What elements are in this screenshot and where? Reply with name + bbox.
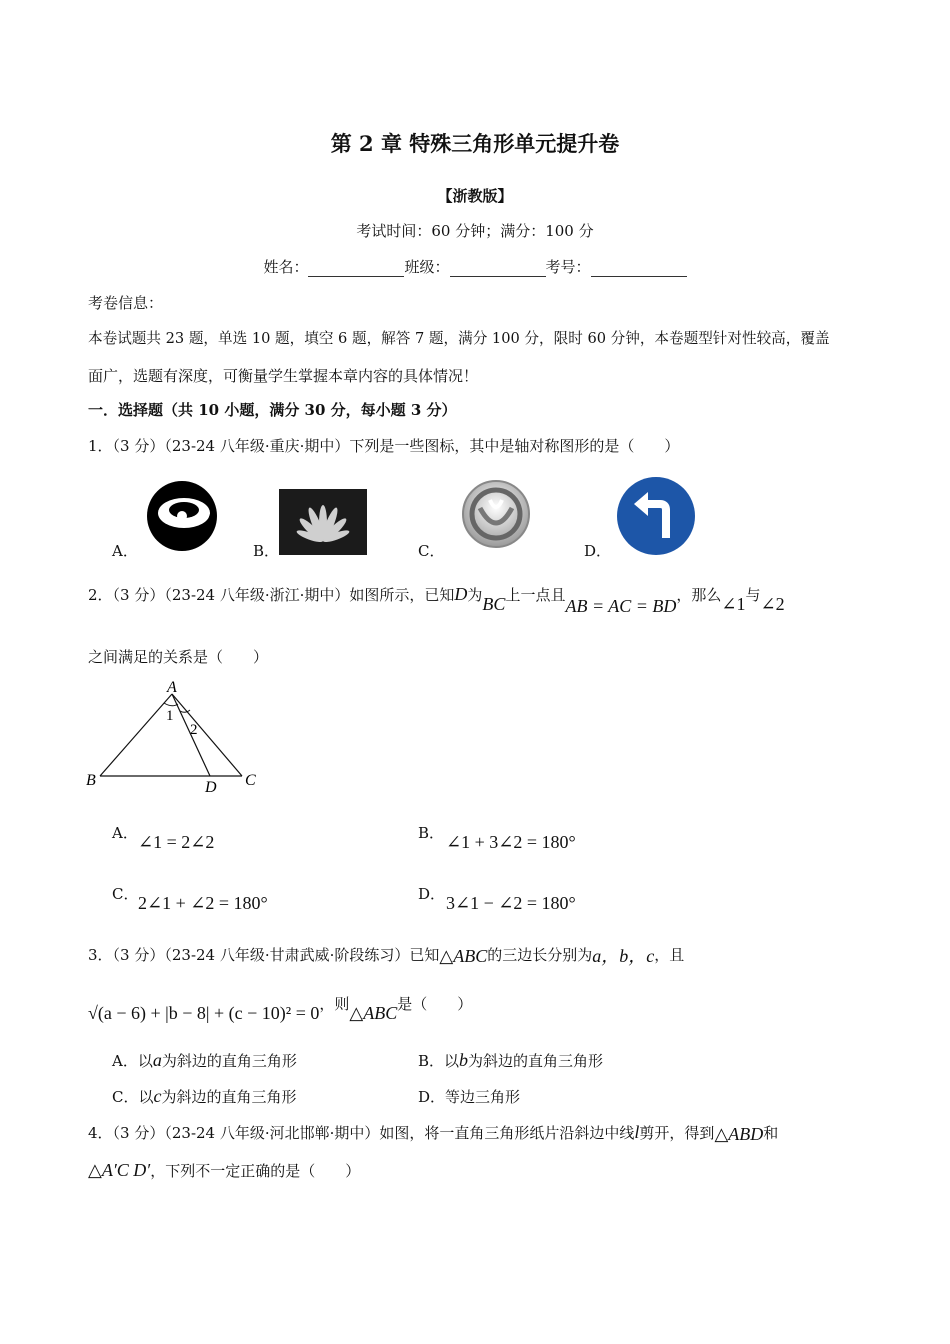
q2-stem-line2: 之间满足的关系是（ ） [88, 648, 269, 666]
q3-triangle: △ABC [439, 946, 488, 966]
q3-condition: √(a − 6) + |b − 8| + (c − 10)² = 0 [88, 1003, 320, 1023]
q4-line-l: l [634, 1122, 640, 1142]
q2-angle2: ∠2 [760, 594, 785, 614]
q4-mid: 剪开，得到 [639, 1124, 715, 1142]
huawei-logo-icon[interactable] [279, 489, 367, 555]
q2-stem [88, 584, 785, 616]
q2-equation: AB = AC = BD [565, 596, 677, 616]
q3-shi: 是（ ） [397, 995, 473, 1013]
q4-stem [88, 1122, 778, 1143]
q3-stem-pre: 3．（3 分）（23-24 八年级·甘肃武威·阶段练习）已知 [88, 946, 440, 964]
q3-stem [88, 940, 684, 966]
q3-option-c[interactable] [112, 1086, 297, 1107]
q2-wei: 为 [467, 586, 483, 604]
q3-option-a-var: a [152, 1050, 162, 1070]
q3-option-d-label: D． [418, 1088, 446, 1106]
q3-triangle2: △ABC [349, 1003, 398, 1023]
name-field[interactable] [308, 262, 404, 277]
q3-option-a-label: A． [112, 1052, 138, 1070]
left-turn-sign-icon[interactable] [616, 476, 696, 556]
notice-heading: 考卷信息： [88, 294, 164, 312]
q3-option-a-pre: 以 [137, 1052, 153, 1070]
notice-line1: 本卷试题共 23 题，单选 10 题，填空 6 题，解答 7 题，满分 100 分，限时 60 分钟，本卷题型针对性较高，覆盖 [88, 330, 830, 347]
q2-na: ，那么 [676, 586, 722, 604]
q1-label-c: C． [418, 542, 445, 560]
q3-qie: ，且 [654, 946, 685, 964]
q3-condition-line [88, 993, 473, 1023]
exam-info: 考试时间：60 分钟；满分：100 分 [356, 222, 594, 240]
q3-option-b-post: 为斜边的直角三角形 [468, 1052, 604, 1070]
name-label: 姓名： [263, 258, 309, 276]
q2-var-bc: BC [482, 594, 506, 614]
q4-end: ，下列不一定正确的是（ ） [150, 1162, 361, 1180]
q2-option-b[interactable]: ∠1 + 3∠2 = 180° [446, 832, 576, 852]
fig-label-d: D [205, 779, 217, 796]
q3-option-a[interactable] [112, 1050, 297, 1071]
number-field[interactable] [591, 262, 687, 277]
q3-sides: a，b，c [592, 946, 655, 966]
q3-mid: 的三边长分别为 [487, 946, 593, 964]
q2-option-d-label[interactable]: D． [418, 885, 446, 903]
notice-line2: 面广，选题有深度，可衡量学生掌握本章内容的具体情况！ [88, 367, 479, 385]
q2-option-d[interactable]: 3∠1 − ∠2 = 180° [446, 893, 576, 913]
number-label: 考号： [545, 258, 591, 276]
q1-label-d: D． [584, 542, 612, 560]
q3-option-b[interactable] [418, 1050, 603, 1071]
q2-angle1: ∠1 [721, 594, 746, 614]
q4-triangle1: △ABD [714, 1124, 764, 1144]
q3-option-d[interactable] [418, 1086, 520, 1107]
q3-option-b-label: B． [418, 1052, 445, 1070]
fig-label-b: B [86, 772, 96, 789]
q2-option-a-label[interactable]: A． [112, 824, 138, 842]
fig-label-c: C [245, 772, 256, 789]
page-title: 第 2 章 特殊三角形单元提升卷 [330, 131, 620, 156]
q3-option-a-post: 为斜边的直角三角形 [161, 1052, 297, 1070]
q3-option-c-post: 为斜边的直角三角形 [161, 1088, 297, 1106]
q2-option-c-label[interactable]: C． [112, 885, 139, 903]
dongfeng-logo-icon[interactable] [460, 478, 532, 550]
q2-yu: 与 [745, 586, 761, 604]
q2-option-a[interactable]: ∠1 = 2∠2 [138, 832, 215, 852]
q1-label-b: B． [253, 542, 280, 560]
q3-option-c-var: c [153, 1086, 162, 1106]
section-heading: 一．选择题（共 10 小题，满分 30 分，每小题 3 分） [88, 401, 457, 419]
class-label: 班级： [404, 258, 450, 276]
q3-option-b-var: b [459, 1050, 469, 1070]
q3-ze: ，则 [319, 995, 350, 1013]
q4-triangle2: △A′C D′ [88, 1160, 151, 1180]
q4-stem-pre: 4．（3 分）（23-24 八年级·河北邯郸·期中）如图，将一直角三角形纸片沿斜边中线 [88, 1124, 635, 1142]
q2-option-b-label[interactable]: B． [418, 824, 445, 842]
q3-option-c-pre: 以 [138, 1088, 154, 1106]
q3-option-d-post: 等边三角形 [445, 1088, 521, 1106]
q1-label-a: A． [112, 542, 138, 560]
q3-option-b-pre: 以 [444, 1052, 460, 1070]
q2-var-d: D [454, 584, 468, 604]
q1-stem: 1．（3 分）（23-24 八年级·重庆·期中）下列是一些图标，其中是轴对称图形的是（ ） [88, 437, 680, 455]
edition-label: 【浙教版】 [437, 187, 513, 205]
black-circle-logo-icon[interactable] [146, 480, 218, 552]
student-info-row [0, 256, 950, 277]
fig-angle-1: 1 [166, 708, 174, 724]
q2-triangle-figure [82, 676, 262, 796]
fig-label-a: A [167, 679, 177, 696]
q2-option-c[interactable]: 2∠1 + ∠2 = 180° [138, 893, 268, 913]
fig-angle-2: 2 [190, 722, 198, 738]
q3-option-c-label: C． [112, 1088, 139, 1106]
q2-stem-pre: 2．（3 分）（23-24 八年级·浙江·期中）如图所示，已知 [88, 586, 455, 604]
class-field[interactable] [450, 262, 546, 277]
q4-he: 和 [763, 1124, 779, 1142]
q4-stem-line2 [88, 1160, 360, 1181]
q2-shang: 上一点且 [505, 586, 566, 604]
